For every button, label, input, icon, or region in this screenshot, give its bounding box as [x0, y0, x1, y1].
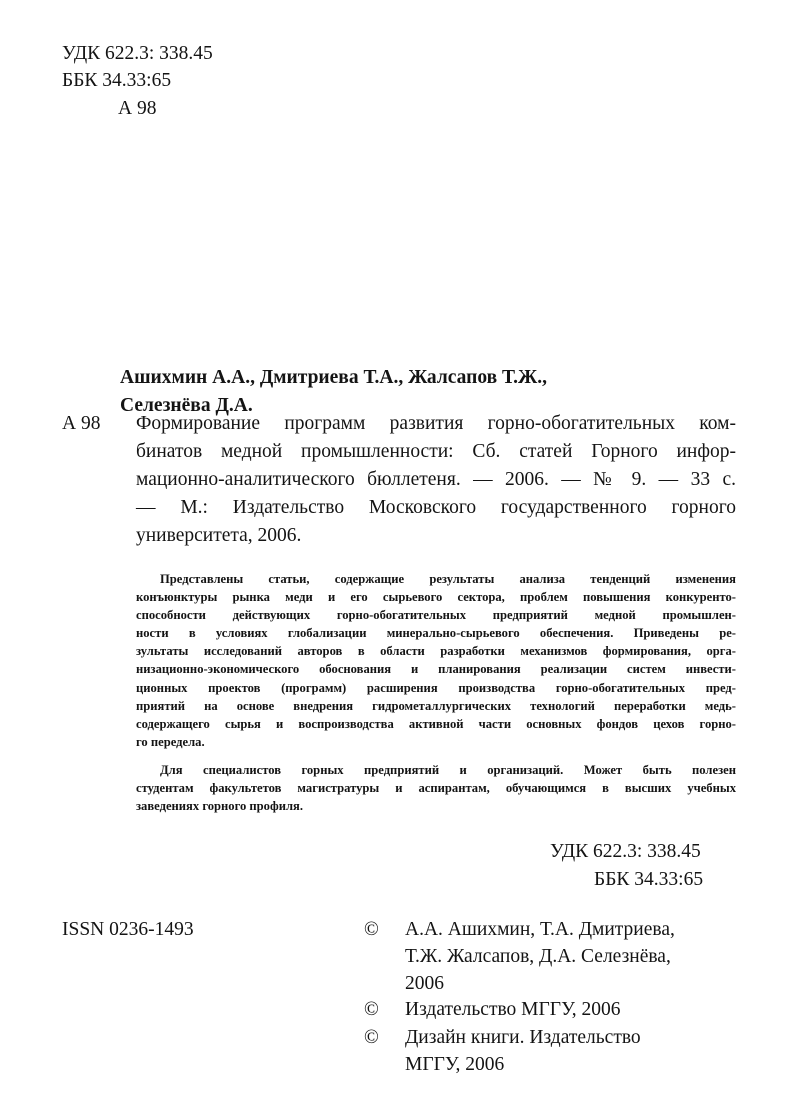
abstract-line: зультаты исследований авторов в области разработки механизмов формирования, орга-: [136, 644, 736, 658]
abstract-line: приятий на основе внедрения гидрометаллургических технологий переработки медь-: [136, 699, 736, 713]
citation-line: — М.: Издательство Московского государственного горного: [136, 497, 736, 518]
copyright-authors-line: А.А. Ашихмин, Т.А. Дмитриева,: [405, 919, 675, 940]
abstract-line: низационно-экономического обоснования и планирования реализации систем инвести-: [136, 662, 736, 676]
abstract-line: ционных проектов (программ) расширения производства горно-обогатительных пред-: [136, 681, 736, 695]
copyright-symbol: ©: [364, 1027, 379, 1048]
abstract-line: студентам факультетов магистратуры и аспирантам, обучающимся в высших учебных: [136, 781, 736, 795]
abstract-line: го передела.: [136, 735, 205, 749]
bbk-code-bottom: ББК 34.33:65: [594, 869, 704, 890]
abstract-line: заведениях горного профиля.: [136, 799, 303, 813]
udk-code-top: УДК 622.3: 338.45: [62, 43, 213, 64]
citation-line: мационно-аналитического бюллетеня. — 2006. — № 9. — 33 с.: [136, 469, 736, 490]
authors-line-1: Ашихмин А.А., Дмитриева Т.А., Жалсапов Т.Ж.,: [120, 367, 548, 388]
abstract-line: содержащего сырья и воспроизводства активной части основных фондов цехов горно-: [136, 717, 736, 731]
copyright-authors-line: 2006: [405, 973, 444, 994]
copyright-authors-line: Т.Ж. Жалсапов, Д.А. Селезнёва,: [405, 946, 671, 967]
copyright-symbol: ©: [364, 919, 379, 940]
abstract-line: способности действующих горно-обогатительных предприятий медной промышлен-: [136, 608, 736, 622]
authors-line-2: Селезнёва Д.А.: [120, 395, 253, 416]
udk-code-bottom: УДК 622.3: 338.45: [550, 841, 701, 862]
copyright-symbol: ©: [364, 999, 379, 1020]
citation-line: Формирование программ развития горно-обогатительных ком-: [136, 413, 736, 434]
citation-line: бинатов медной промышленности: Сб. статей Горного инфор-: [136, 441, 736, 462]
author-mark-top: А 98: [118, 98, 157, 119]
citation-mark: А 98: [62, 413, 101, 434]
abstract-line: Для специалистов горных предприятий и организаций. Может быть полезен: [160, 763, 736, 777]
bbk-code-top: ББК 34.33:65: [62, 70, 172, 91]
abstract-line: Представлены статьи, содержащие результаты анализа тенденций изменения: [160, 572, 736, 586]
abstract-line: конъюнктуры рынка меди и его сырьевого сектора, проблем повышения конкуренто-: [136, 590, 736, 604]
abstract-line: ности в условиях глобализации минерально-сырьевого обеспечения. Приведены ре-: [136, 626, 736, 640]
copyright-design-line: МГГУ, 2006: [405, 1054, 505, 1075]
copyright-design-line: Дизайн книги. Издательство: [405, 1027, 641, 1048]
citation-line: университета, 2006.: [136, 525, 302, 546]
issn: ISSN 0236-1493: [62, 919, 194, 940]
copyright-publisher: Издательство МГГУ, 2006: [405, 999, 621, 1020]
